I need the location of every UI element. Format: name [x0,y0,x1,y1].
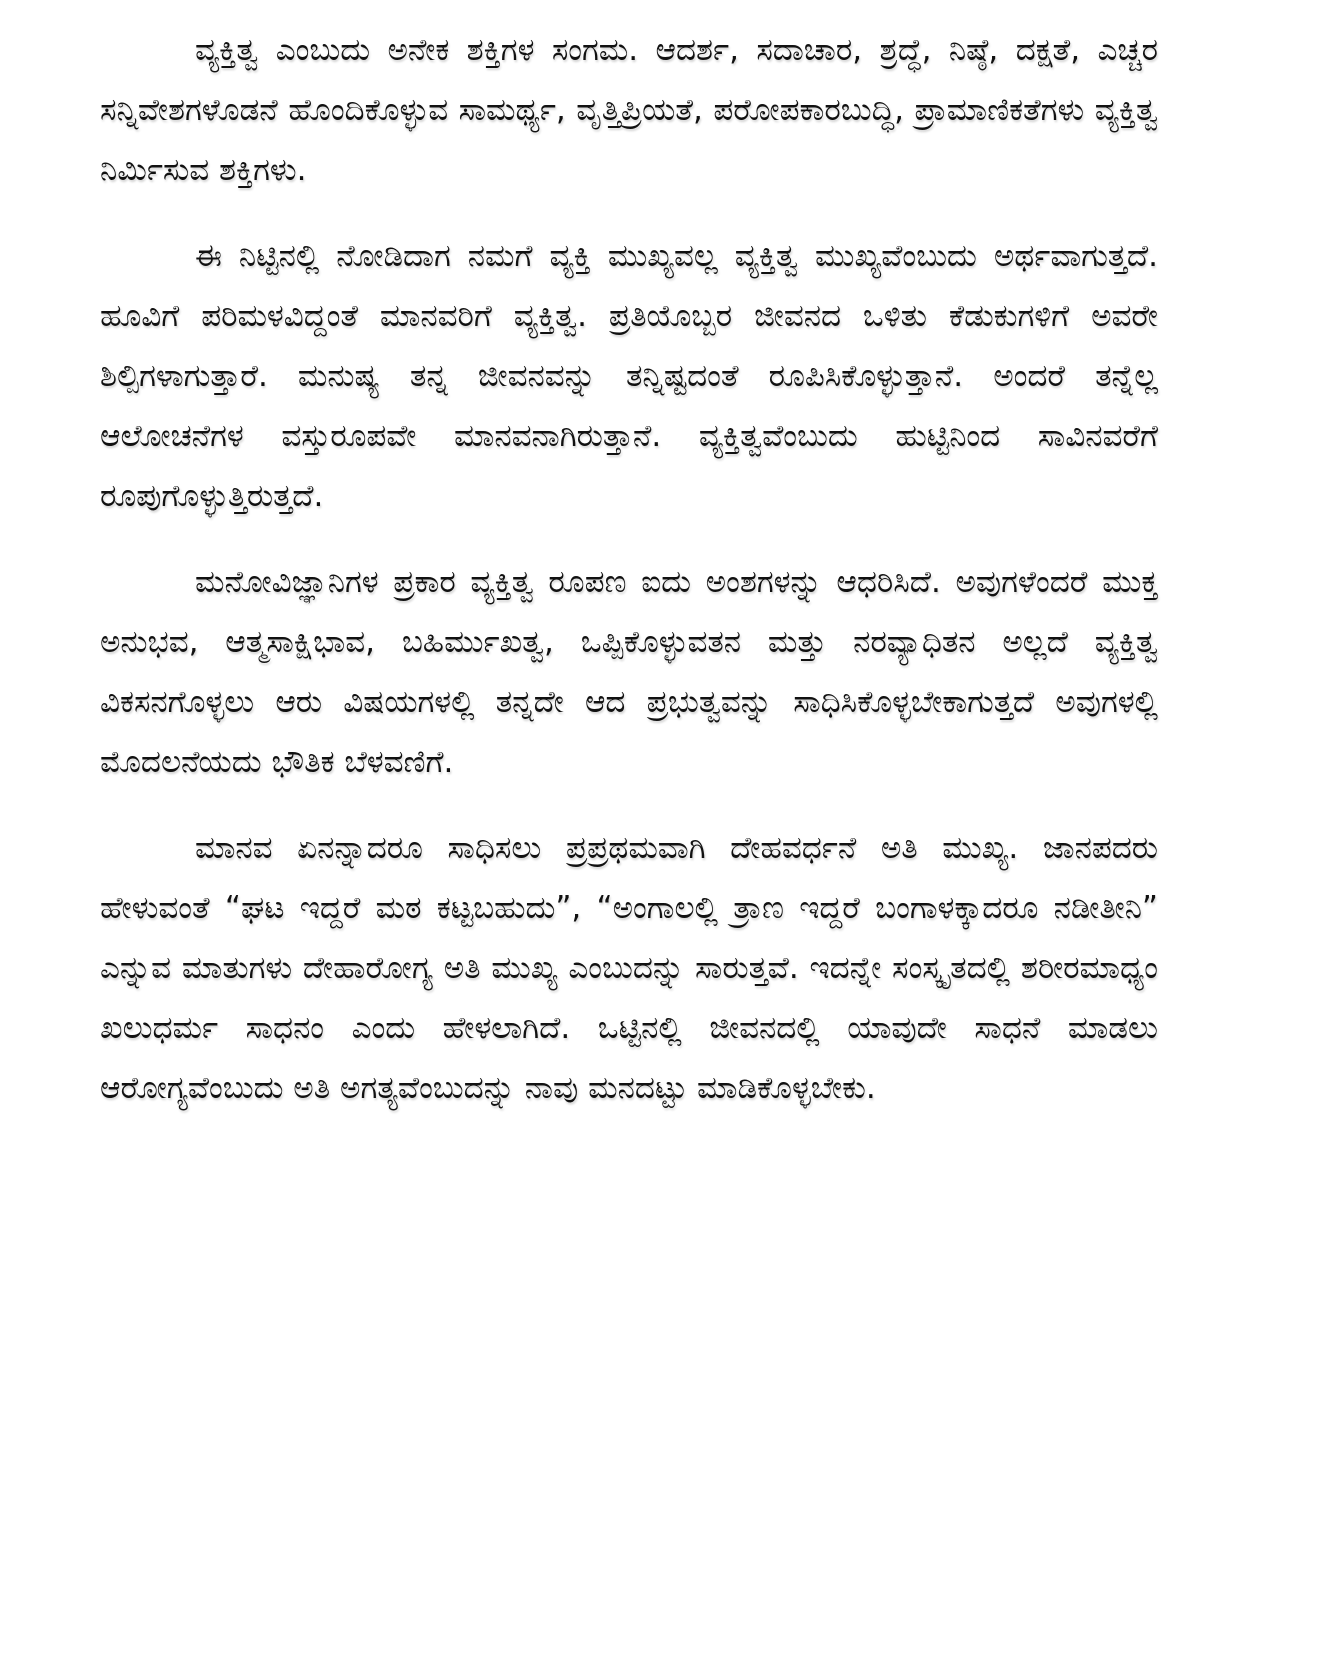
paragraph-physical-health: ಮಾನವ ಏನನ್ನಾದರೂ ಸಾಧಿಸಲು ಪ್ರಪ್ರಥಮವಾಗಿ ದೇಹವರ್ಧನೆ ಅತಿ ಮುಖ್ಯ. ಜಾನಪದರು ಹೇಳುವಂತೆ “ಘಟ ಇದ್ದರೆ ಮಠ ಕಟ್ಟಬಹುದು”, “ಅಂಗಾಲಲ್ಲಿ ತ್ರಾಣ ಇದ್ದರೆ ಬಂಗಾಳಕ್ಕಾದರೂ ನಡೀತೀನಿ” ಎನ್ನುವ ಮಾತುಗಳು ದೇಹಾರೋಗ್ಯ ಅತಿ ಮುಖ್ಯ ಎಂಬುದನ್ನು ಸಾರುತ್ತವೆ. ಇದನ್ನೇ ಸಂಸ್ಕೃತದಲ್ಲಿ ಶರೀರಮಾಧ್ಯಂ ಖಲುಧರ್ಮ ಸಾಧನಂ ಎಂದು ಹೇಳಲಾಗಿದೆ. ಒಟ್ಟಿನಲ್ಲಿ ಜೀವನದಲ್ಲಿ ಯಾವುದೇ ಸಾಧನೆ ಮಾಡಲು ಆರೋಗ್ಯವೆಂಬುದು ಅತಿ ಅಗತ್ಯವೆಂಬುದನ್ನು ನಾವು ಮನದಟ್ಟು ಮಾಡಿಕೊಳ್ಳಬೇಕು. [100,830,1158,1106]
paragraph-personality-forces: ವ್ಯಕ್ತಿತ್ವ ಎಂಬುದು ಅನೇಕ ಶಕ್ತಿಗಳ ಸಂಗಮ. ಆದರ್ಶ, ಸದಾಚಾರ, ಶ್ರದ್ಧೆ, ನಿಷ್ಠೆ, ದಕ್ಷತೆ, ಎಚ್ಚರ ಸನ್ನಿವೇಶಗಳೊಡನೆ ಹೊಂದಿಕೊಳ್ಳುವ ಸಾಮರ್ಥ್ಯ, ವೃತ್ತಿಪ್ರಿಯತೆ, ಪರೋಪಕಾರಬುದ್ಧಿ, ಪ್ರಾಮಾಣಿಕತೆಗಳು ವ್ಯಕ್ತಿತ್ವ ನಿರ್ಮಿಸುವ ಶಕ್ತಿಗಳು. [100,32,1158,188]
paragraph-personality-importance: ಈ ನಿಟ್ಟಿನಲ್ಲಿ ನೋಡಿದಾಗ ನಮಗೆ ವ್ಯಕ್ತಿ ಮುಖ್ಯವಲ್ಲ ವ್ಯಕ್ತಿತ್ವ ಮುಖ್ಯವೆಂಬುದು ಅರ್ಥವಾಗುತ್ತದೆ. ಹೂವಿಗೆ ಪರಿಮಳವಿದ್ದಂತೆ ಮಾನವರಿಗೆ ವ್ಯಕ್ತಿತ್ವ. ಪ್ರತಿಯೊಬ್ಬರ ಜೀವನದ ಒಳಿತು ಕೆಡುಕುಗಳಿಗೆ ಅವರೇ ಶಿಲ್ಪಿಗಳಾಗುತ್ತಾರೆ. ಮನುಷ್ಯ ತನ್ನ ಜೀವನವನ್ನು ತನ್ನಿಷ್ಟದಂತೆ ರೂಪಿಸಿಕೊಳ್ಳುತ್ತಾನೆ. ಅಂದರೆ ತನ್ನೆಲ್ಲ ಆಲೋಚನೆಗಳ ವಸ್ತುರೂಪವೇ ಮಾನವನಾಗಿರುತ್ತಾನೆ. ವ್ಯಕ್ತಿತ್ವವೆಂಬುದು ಹುಟ್ಟಿನಿಂದ ಸಾವಿನವರೆಗೆ ರೂಪುಗೊಳ್ಳುತ್ತಿರುತ್ತದೆ. [100,238,1158,514]
document-page [100,0,1158,1144]
paragraph-psychology-aspects: ಮನೋವಿಜ್ಞಾನಿಗಳ ಪ್ರಕಾರ ವ್ಯಕ್ತಿತ್ವ ರೂಪಣ ಐದು ಅಂಶಗಳನ್ನು ಆಧರಿಸಿದೆ. ಅವುಗಳೆಂದರೆ ಮುಕ್ತ ಅನುಭವ, ಆತ್ಮಸಾಕ್ಷಿಭಾವ, ಬಹಿರ್ಮುಖತ್ವ, ಒಪ್ಪಿಕೊಳ್ಳುವತನ ಮತ್ತು ನರವ್ಯಾಧಿತನ ಅಲ್ಲದೆ ವ್ಯಕ್ತಿತ್ವ ವಿಕಸನಗೊಳ್ಳಲು ಆರು ವಿಷಯಗಳಲ್ಲಿ ತನ್ನದೇ ಆದ ಪ್ರಭುತ್ವವನ್ನು ಸಾಧಿಸಿಕೊಳ್ಳಬೇಕಾಗುತ್ತದೆ ಅವುಗಳಲ್ಲಿ ಮೊದಲನೆಯದು ಭೌತಿಕ ಬೆಳವಣಿಗೆ. [100,564,1158,780]
